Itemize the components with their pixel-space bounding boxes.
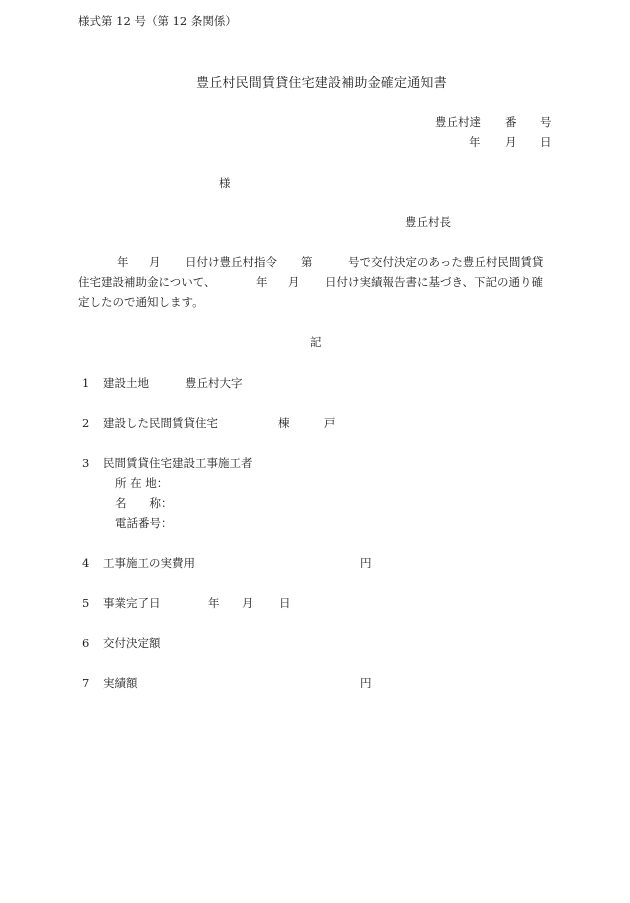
item2-number: 2 [82,416,90,430]
item7-number: 7 [82,676,90,690]
item1-label: 建設土地 [103,376,149,390]
item2-label: 建設した民間賃貸住宅 [103,416,218,430]
body-l1-year: 年 [117,255,129,269]
ref-day: 日 [540,135,552,149]
body-l1-date-prefix: 日付け豊丘村指令 [185,255,277,269]
item5-number: 5 [82,596,90,610]
body-l3: 定したので通知します。 [78,295,204,309]
ki-heading: 記 [310,335,322,349]
item6-number: 6 [82,636,90,650]
ref-year: 年 [469,135,481,149]
body-l2-rest: 日付け実績報告書に基づき、下記の通り確 [325,275,544,289]
item3-label: 民間賃貸住宅建設工事施工者 [103,456,253,470]
item5-day: 日 [279,596,291,610]
body-l2-start: 住宅建設補助金について、 [78,275,216,289]
ref-village: 豊丘村達 [435,115,481,129]
ref-go: 号 [540,115,552,129]
body-l1-rest: 号で交付決定のあった豊丘村民間賃貸 [348,255,544,269]
addressee-suffix: 様 [219,176,231,190]
form-number-label: 様式第 12 号（第 12 条関係） [78,14,237,28]
item7-unit: 円 [360,676,372,690]
item3-phone: 電話番号： [115,516,173,530]
item4-label: 工事施工の実費用 [103,556,195,570]
item2-unit-household: 戸 [324,416,336,430]
item5-year: 年 [208,596,220,610]
body-l1-month: 月 [149,255,161,269]
ref-month: 月 [505,135,517,149]
item5-label: 事業完了日 [103,596,161,610]
item2-unit-building: 棟 [278,416,290,430]
body-l2-year: 年 [256,275,268,289]
item3-number: 3 [82,456,90,470]
item4-unit: 円 [360,556,372,570]
item1-number: 1 [82,376,90,390]
body-l2-month: 月 [288,275,300,289]
item7-label: 実績額 [103,676,138,690]
item5-month: 月 [242,596,254,610]
item1-value: 豊丘村大字 [185,376,243,390]
item4-number: 4 [82,556,90,570]
body-l1-dai: 第 [301,255,313,269]
ref-ban: 番 [505,115,517,129]
item3-address: 所 在 地： [115,476,169,490]
document-title: 豊丘村民間賃貸住宅建設補助金確定通知書 [196,76,447,91]
item6-label: 交付決定額 [103,636,161,650]
item3-name: 名 称： [115,496,173,510]
sender: 豊丘村長 [405,215,451,229]
